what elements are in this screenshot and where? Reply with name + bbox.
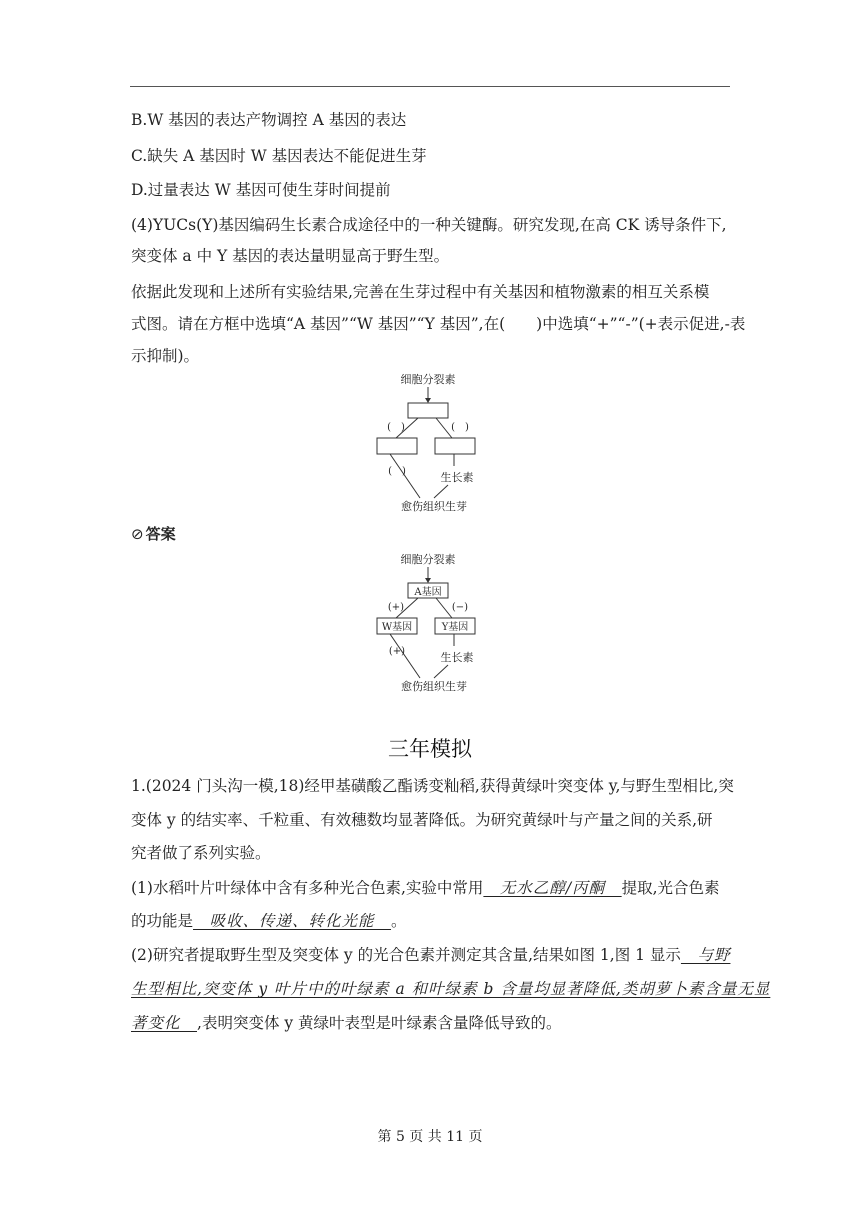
answer-box-left-label: W基因 bbox=[381, 622, 413, 633]
q4-line1: (4)YUCs(Y)基因编码生长素合成途径中的一种关键酶。研究发现,在高 CK 诱导条件下, bbox=[131, 216, 727, 234]
answer-top-label: 细胞分裂素 bbox=[400, 553, 456, 566]
m1-q2-answer-b: 生型相比,突变体 y 叶片中的叶绿素 a 和叶绿素 b 含量均显著降低,类胡萝卜素含量无显 bbox=[131, 980, 771, 998]
q4-line5: 示抑制)。 bbox=[131, 347, 200, 365]
answer-paren-right: (−) bbox=[451, 602, 469, 613]
diagram-box-left bbox=[377, 438, 417, 454]
q4-line3: 依据此发现和上述所有实验结果,完善在生芽过程中有关基因和植物激素的相互关系模 bbox=[131, 283, 710, 301]
m1-q2-line3 bbox=[131, 1013, 731, 1033]
diagram-paren-right: ( ) bbox=[451, 422, 469, 433]
answer-box-right-label: Y基因 bbox=[441, 622, 469, 633]
m1-q2-answer-a: 与野 bbox=[680, 946, 731, 964]
diagram-auxin-label: 生长素 bbox=[440, 471, 474, 484]
check-circle-icon: ⊘ bbox=[131, 525, 144, 543]
answer-diagram bbox=[370, 550, 500, 695]
q4-line2: 突变体 a 中 Y 基因的表达量明显高于野生型。 bbox=[131, 247, 450, 265]
m1-q1-prefix2: 的功能是 bbox=[131, 912, 194, 930]
answer-label-text: 答案 bbox=[145, 525, 176, 543]
m1-q2-end: ,表明突变体 y 黄绿叶表型是叶绿素含量降低导致的。 bbox=[197, 1014, 562, 1032]
m1-q1-line2 bbox=[131, 911, 731, 931]
m1-q1-middle: 提取,光合色素 bbox=[621, 879, 720, 897]
m1-q1-prefix: (1)水稻叶片叶绿体中含有多种光合色素,实验中常用 bbox=[131, 879, 484, 897]
m1-q2-prefix: (2)研究者提取野生型及突变体 y 的光合色素并测定其含量,结果如图 1,图 1 显示 bbox=[131, 946, 681, 964]
m1-q2-line1 bbox=[131, 945, 731, 965]
answer-auxin-label: 生长素 bbox=[440, 651, 474, 664]
diagram-top-label: 细胞分裂素 bbox=[400, 373, 456, 386]
question-diagram bbox=[370, 370, 500, 515]
option-d: D.过量表达 W 基因可使生芽时间提前 bbox=[131, 181, 391, 199]
m1-q2-answer-c: 著变化 bbox=[131, 1014, 198, 1032]
m1-line1: 1.(2024 门头沟一模,18)经甲基磺酸乙酯诱变籼稻,获得黄绿叶突变体 y,与野生型相比,突 bbox=[131, 777, 734, 795]
option-c: C.缺失 A 基因时 W 基因表达不能促进生芽 bbox=[131, 147, 427, 165]
diagram-box-right bbox=[435, 438, 475, 454]
diagram-box-top bbox=[408, 403, 448, 418]
diagram-paren-bottom: ( ) bbox=[388, 466, 406, 477]
option-b: B.W 基因的表达产物调控 A 基因的表达 bbox=[131, 111, 407, 129]
m1-q1-end: 。 bbox=[391, 912, 407, 930]
diagram-paren-left: ( ) bbox=[387, 422, 405, 433]
q4-line4: 式图。请在方框中选填“A 基因”“W 基因”“Y 基因”,在( )中选填“+”“-”(+表示促进,-表 bbox=[131, 315, 746, 333]
m1-q2-line2 bbox=[131, 979, 771, 999]
header-rule bbox=[130, 86, 730, 87]
section-title: 三年模拟 bbox=[388, 737, 472, 761]
answer-paren-left: (+) bbox=[387, 602, 405, 613]
m1-line3: 究者做了系列实验。 bbox=[131, 844, 271, 862]
answer-label bbox=[131, 524, 176, 544]
m1-q1-line1 bbox=[131, 878, 731, 898]
page-footer: 第 5 页 共 11 页 bbox=[377, 1129, 483, 1145]
m1-line2: 变体 y 的结实率、千粒重、有效穗数均显著降低。为研究黄绿叶与产量之间的关系,研 bbox=[131, 811, 713, 829]
m1-q1-answer1: 无水乙醇/丙酮 bbox=[483, 879, 622, 897]
m1-q1-answer2: 吸收、传递、转化光能 bbox=[193, 912, 392, 930]
diagram-bottom-label: 愈伤组织生芽 bbox=[401, 500, 467, 513]
answer-bottom-label: 愈伤组织生芽 bbox=[401, 680, 467, 693]
answer-box-top-label: A基因 bbox=[414, 587, 442, 598]
answer-paren-bottom: (+) bbox=[388, 646, 406, 657]
